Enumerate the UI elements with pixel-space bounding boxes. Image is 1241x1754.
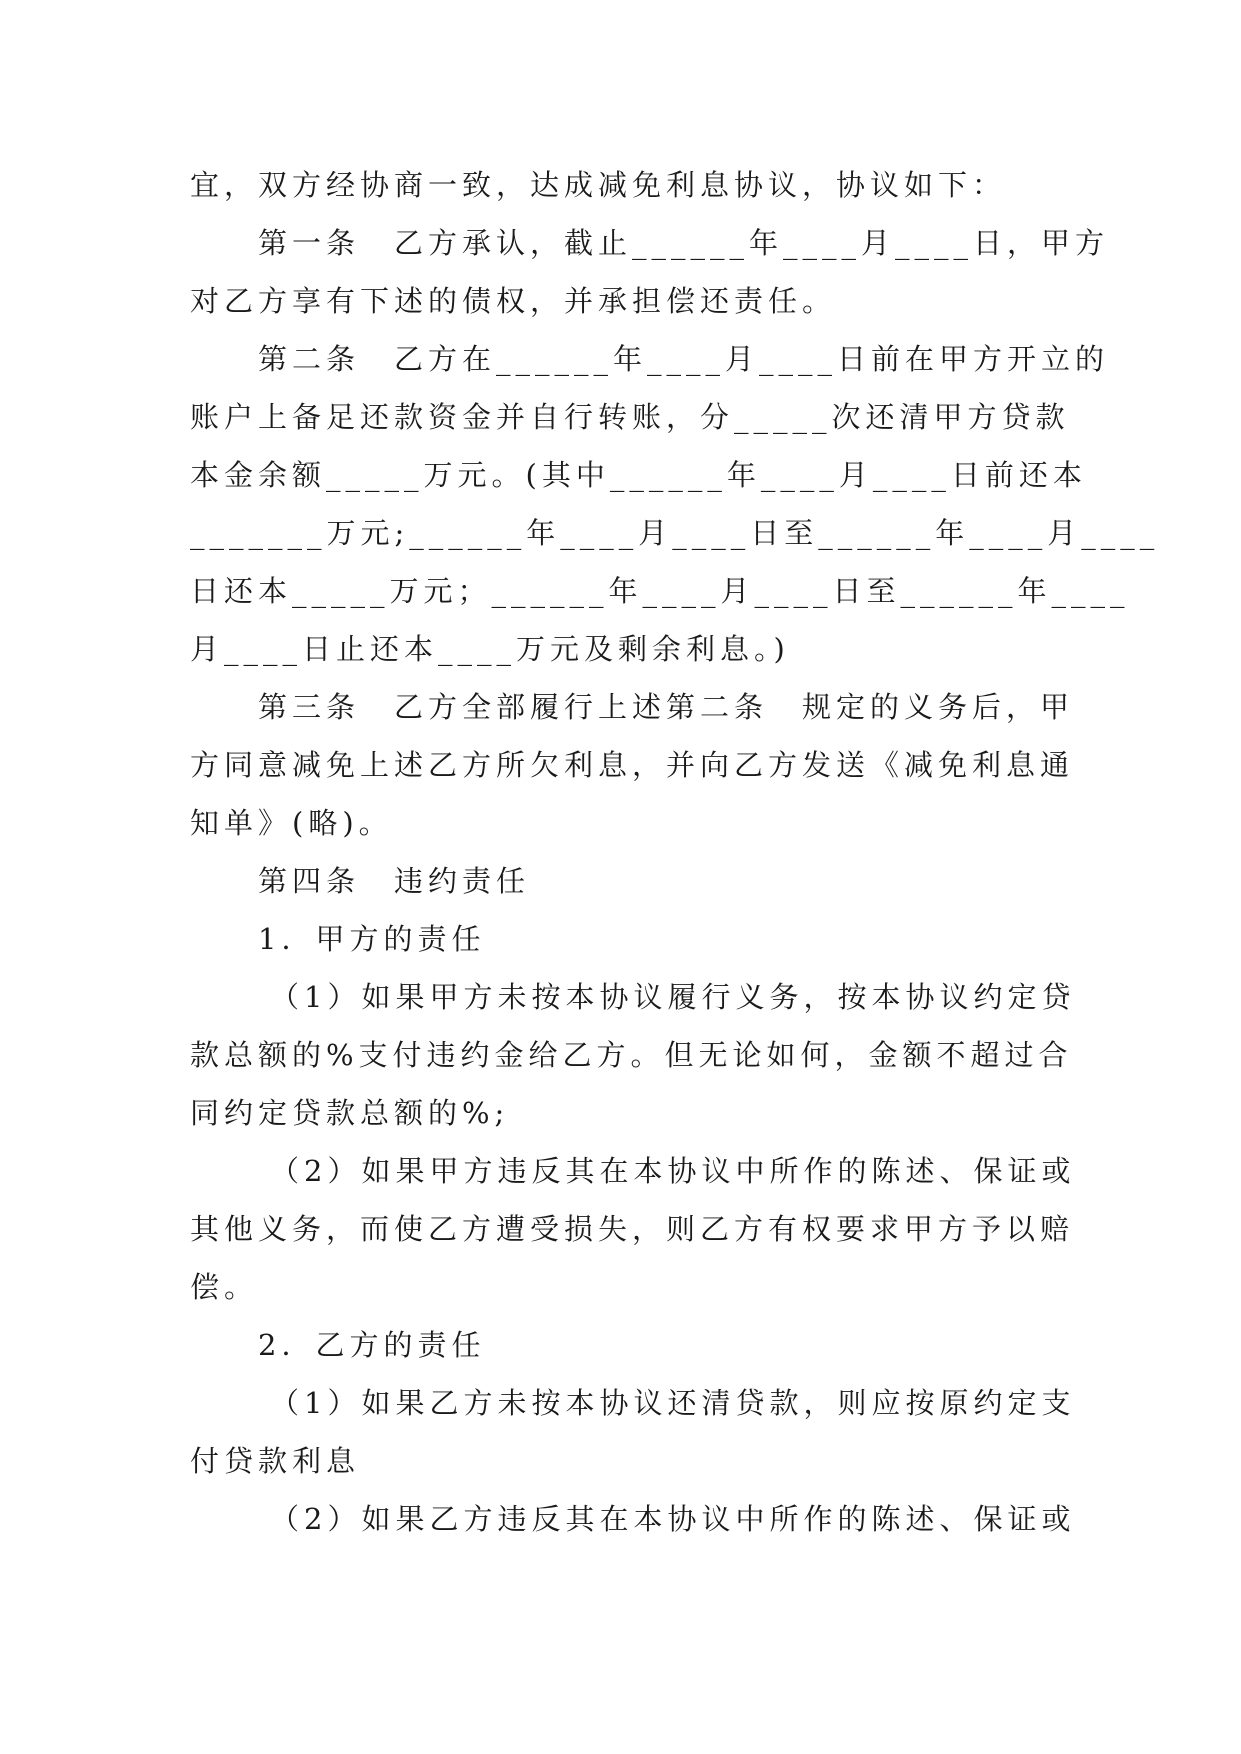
text-line: 对乙方享有下述的债权，并承担偿还责任。: [190, 284, 837, 318]
article-4-heading: 第四条 违约责任: [258, 864, 531, 898]
article-3-line: 第三条 乙方全部履行上述第二条 规定的义务后，甲: [258, 690, 1075, 724]
article-2-line: 第二条 乙方在______年____月____日前在甲方开立的: [258, 342, 1110, 376]
clause-item-line: （1）如果乙方未按本协议还清贷款，则应按原约定支: [270, 1386, 1076, 1420]
text-line: 款总额的%支付违约金给乙方。但无论如何，金额不超过合: [190, 1038, 1073, 1072]
text-line: 本金余额_____万元。(其中______年____月____日前还本: [190, 458, 1087, 492]
text-line: 其他义务，而使乙方遭受损失，则乙方有权要求甲方予以赔: [190, 1212, 1075, 1246]
text-line: 日还本_____万元；______年____月____日至______年____: [190, 574, 1130, 608]
text-line: 同约定贷款总额的%;: [190, 1096, 510, 1130]
clause-item-line: （2）如果甲方违反其在本协议中所作的陈述、保证或: [270, 1154, 1076, 1188]
text-line: 知单》(略)。: [190, 806, 393, 840]
text-line: 偿。: [190, 1270, 259, 1304]
text-line: 宜，双方经协商一致，达成减免利息协议，协议如下：: [190, 168, 1007, 202]
clause-item-line: （1）如果甲方未按本协议履行义务，按本协议约定贷: [270, 980, 1076, 1014]
text-line: 方同意减免上述乙方所欠利息，并向乙方发送《减免利息通: [190, 748, 1075, 782]
text-line: 账户上备足还款资金并自行转账，分_____次还清甲方贷款: [190, 400, 1070, 434]
text-line: 付贷款利息: [190, 1444, 361, 1478]
text-line: _______万元;______年____月____日至______年____月____: [190, 516, 1160, 550]
party-a-responsibility-heading: 1．甲方的责任: [258, 922, 486, 956]
article-1-line: 第一条 乙方承认，截止______年____月____日，甲方: [258, 226, 1110, 260]
clause-item-line: （2）如果乙方违反其在本协议中所作的陈述、保证或: [270, 1502, 1076, 1536]
party-b-responsibility-heading: 2．乙方的责任: [258, 1328, 486, 1362]
document-body: [190, 156, 1160, 1548]
text-line: 月____日止还本____万元及剩余利息。): [190, 632, 790, 666]
